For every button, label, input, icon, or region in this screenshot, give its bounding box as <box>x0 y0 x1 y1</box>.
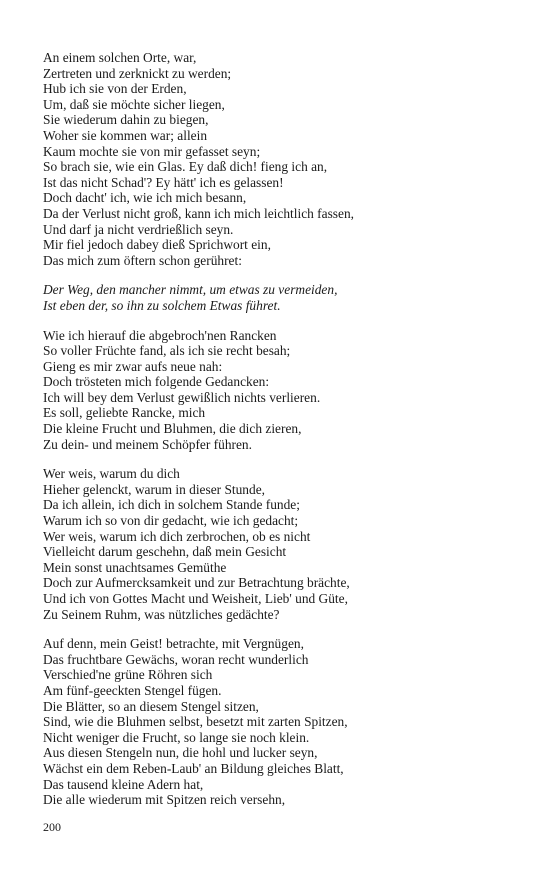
verse-line: Das fruchtbare Gewächs, woran recht wunderlich <box>43 651 309 667</box>
verse-line: Hieher gelenckt, warum in dieser Stunde, <box>43 481 265 497</box>
stanza <box>43 282 523 313</box>
verse-line: Verschied'ne grüne Röhren sich <box>43 667 213 683</box>
verse-line: Das mich zum öftern schon gerühret: <box>43 252 242 268</box>
verse-line: Doch trösteten mich folgende Gedancken: <box>43 374 270 390</box>
verse-line: Mir fiel jedoch dabey dieß Sprichwort ein, <box>43 237 271 253</box>
page-number: 200 <box>43 820 61 834</box>
stanza <box>43 50 523 268</box>
verse-line: Die kleine Frucht und Bluhmen, die dich zieren, <box>43 421 302 437</box>
stanza <box>43 636 523 808</box>
verse-line: Gieng es mir zwar aufs neue nah: <box>43 358 223 374</box>
stanza <box>43 466 523 622</box>
verse-line: An einem solchen Orte, war, <box>43 50 197 65</box>
verse-line: Ist das nicht Schad'? Ey hätt' ich es gelassen! <box>43 174 284 190</box>
verse-line: Kaum mochte sie von mir gefasset seyn; <box>43 143 261 159</box>
verse-line: Ich will bey dem Verlust gewißlich nichts verlieren. <box>43 389 321 405</box>
verse-line: So brach sie, wie ein Glas. Ey daß dich! fieng ich an, <box>43 159 328 175</box>
verse-line: Das tausend kleine Adern hat, <box>43 776 204 792</box>
verse-line: Wächst ein dem Reben-Laub' an Bildung gleiches Blatt, <box>43 760 344 776</box>
poem-text <box>43 50 523 822</box>
verse-line: Doch dacht' ich, wie ich mich besann, <box>43 190 247 206</box>
verse-line: Da ich allein, ich dich in solchem Stande funde; <box>43 497 300 513</box>
verse-line: Der Weg, den mancher nimmt, um etwas zu vermeiden, <box>43 282 338 298</box>
verse-line: Um, daß sie möchte sicher liegen, <box>43 96 225 112</box>
verse-line: Am fünf-geeckten Stengel fügen. <box>43 682 222 698</box>
verse-line: Da der Verlust nicht groß, kann ich mich leichtlich fassen, <box>43 205 354 221</box>
verse-line: Auf denn, mein Geist! betrachte, mit Vergnügen, <box>43 636 304 652</box>
verse-line: Nicht weniger die Frucht, so lange sie noch klein. <box>43 729 310 745</box>
verse-line: Doch zur Aufmercksamkeit und zur Betrachtung brächte, <box>43 575 350 591</box>
verse-line: Vielleicht darum geschehn, daß mein Gesicht <box>43 544 287 560</box>
verse-line: Wie ich hierauf die abgebroch'nen Rancken <box>43 327 277 343</box>
verse-line: Zu Seinem Ruhm, was nützliches gedächte? <box>43 606 280 622</box>
verse-line: Warum ich so von dir gedacht, wie ich gedacht; <box>43 513 299 529</box>
verse-line: Es soll, geliebte Rancke, mich <box>43 405 206 421</box>
verse-line: So voller Früchte fand, als ich sie recht besah; <box>43 343 291 359</box>
verse-line: Zertreten und zerknickt zu werden; <box>43 65 232 81</box>
verse-line: Sind, wie die Bluhmen selbst, besetzt mit zarten Spitzen, <box>43 714 348 730</box>
verse-line: Mein sonst unachtsames Gemüthe <box>43 559 227 575</box>
verse-line: Sie wiederum dahin zu biegen, <box>43 112 209 128</box>
verse-line: Die Blätter, so an diesem Stengel sitzen, <box>43 698 259 714</box>
stanza <box>43 328 523 453</box>
verse-line: Zu dein- und meinem Schöpfer führen. <box>43 436 252 452</box>
verse-line: Aus diesen Stengeln nun, die hohl und lucker seyn, <box>43 745 318 761</box>
verse-line: Wer weis, warum ich dich zerbrochen, ob es nicht <box>43 528 311 544</box>
verse-line: Die alle wiederum mit Spitzen reich versehn, <box>43 792 286 808</box>
verse-line: Wer weis, warum du dich <box>43 466 180 482</box>
verse-line: Und darf ja nicht verdrießlich seyn. <box>43 221 234 237</box>
verse-line: Woher sie kommen war; allein <box>43 127 208 143</box>
verse-line: Ist eben der, so ihn zu solchem Etwas führet. <box>43 297 281 313</box>
verse-line: Hub ich sie von der Erden, <box>43 81 187 97</box>
verse-line: Und ich von Gottes Macht und Weisheit, Lieb' und Güte, <box>43 591 348 606</box>
